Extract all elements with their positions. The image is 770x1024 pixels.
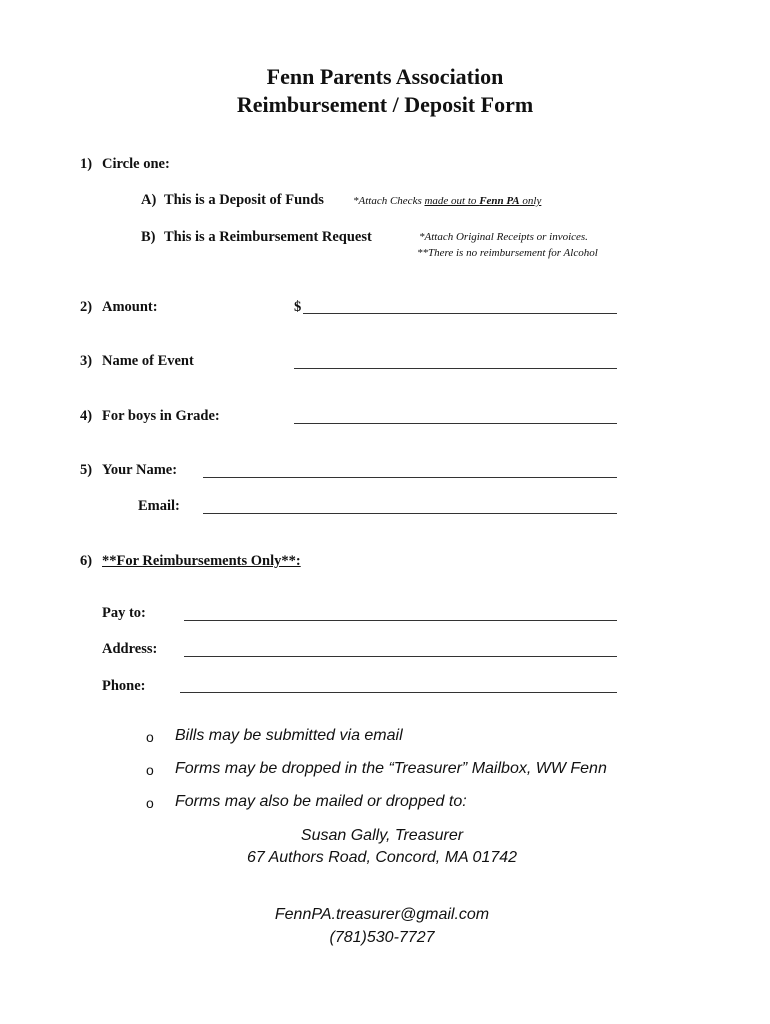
bullet-icon: o (146, 762, 154, 778)
treasurer-address: 67 Authors Road, Concord, MA 01742 (246, 849, 518, 866)
option-b-reimbursement[interactable]: This is a Reimbursement Request (164, 229, 372, 245)
phone-field[interactable] (180, 692, 617, 693)
form-title-line-1: Fenn Parents Association (266, 64, 504, 89)
option-b-letter: B) (141, 229, 156, 245)
q5-number: 5) (80, 462, 93, 478)
option-a-note-fenn-pa: Fenn PA (479, 195, 520, 207)
grade-label: For boys in Grade: (102, 408, 220, 424)
pay-to-label: Pay to: (102, 605, 146, 621)
q2-number: 2) (80, 299, 93, 315)
instruction-email: Bills may be submitted via email (175, 727, 403, 744)
treasurer-phone: (781)530-7727 (329, 929, 435, 946)
instruction-mail: Forms may also be mailed or dropped to: (175, 793, 467, 810)
address-label: Address: (102, 641, 158, 657)
pay-to-field[interactable] (184, 620, 617, 621)
bullet-icon: o (146, 795, 154, 811)
your-name-field[interactable] (203, 477, 617, 478)
q4-number: 4) (80, 408, 93, 424)
option-a-note-underlined (424, 195, 541, 207)
option-a-letter: A) (141, 192, 157, 208)
your-name-label: Your Name: (102, 462, 178, 478)
amount-field[interactable] (303, 313, 617, 314)
grade-field[interactable] (294, 423, 617, 424)
option-a-note-only: only (519, 195, 542, 207)
form-title-line-2: Reimbursement / Deposit Form (236, 92, 534, 117)
q1-number: 1) (80, 156, 93, 172)
q3-number: 3) (80, 353, 93, 369)
phone-label: Phone: (102, 678, 146, 694)
email-label: Email: (138, 498, 180, 514)
event-name-label: Name of Event (102, 353, 194, 369)
address-field[interactable] (184, 656, 617, 657)
event-name-field[interactable] (294, 368, 617, 369)
option-a-note (353, 195, 541, 207)
treasurer-name: Susan Gally, Treasurer (300, 827, 464, 844)
option-a-note-made-out-to: made out to (424, 195, 480, 207)
email-field[interactable] (203, 513, 617, 514)
q1-label: Circle one: (102, 156, 170, 172)
option-b-note-line-1: *Attach Original Receipts or invoices. (419, 231, 588, 243)
option-b-note-line-2: **There is no reimbursement for Alcohol (417, 247, 598, 259)
reimbursements-only-heading: **For Reimbursements Only**: (102, 553, 301, 569)
amount-label: Amount: (102, 299, 158, 315)
bullet-icon: o (146, 729, 154, 745)
dollar-sign: $ (294, 299, 302, 315)
instruction-mailbox: Forms may be dropped in the “Treasurer” Mailbox, WW Fenn (175, 760, 607, 777)
option-a-deposit[interactable]: This is a Deposit of Funds (164, 192, 324, 208)
q6-number: 6) (80, 553, 93, 569)
treasurer-email[interactable]: FennPA.treasurer@gmail.com (274, 906, 490, 923)
option-a-note-prefix: *Attach Checks (353, 195, 425, 207)
